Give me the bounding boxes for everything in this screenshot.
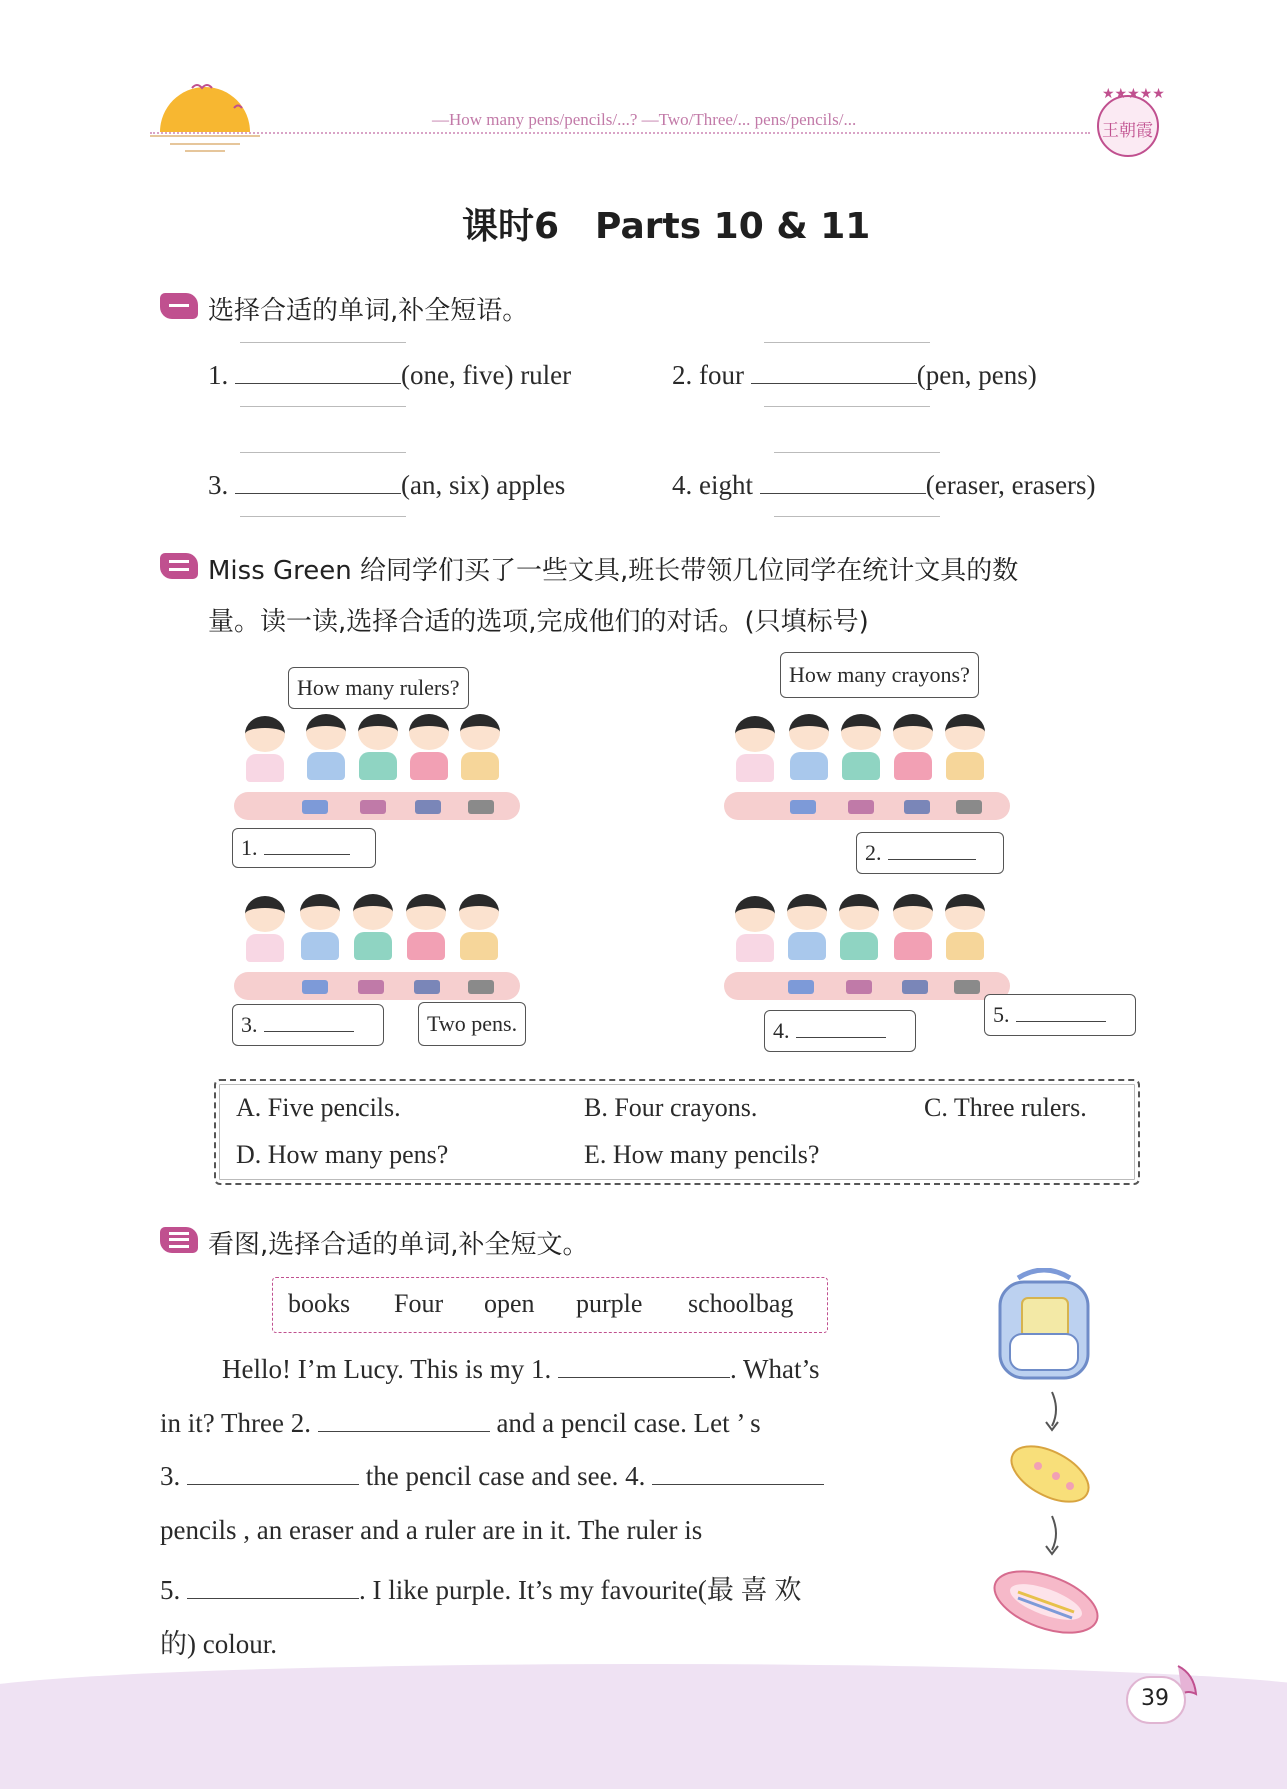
ruler-icon bbox=[302, 800, 328, 814]
pencil-icon bbox=[468, 980, 494, 994]
pencil-case-open-icon bbox=[988, 1554, 1106, 1646]
section-1-badge bbox=[160, 293, 198, 319]
scene-panel-1 bbox=[230, 660, 530, 870]
ruler-icon bbox=[302, 980, 328, 994]
section-2-title-line1: Miss Green 给同学们买了一些文具,班长带领几位同学在统计文具的数 bbox=[208, 556, 1019, 586]
pencil-icon bbox=[954, 980, 980, 994]
option-c: C. Three rulers. bbox=[924, 1093, 1087, 1122]
pen-icon bbox=[414, 980, 440, 994]
phrase-item-2: 2. four (pen, pens) bbox=[672, 360, 1037, 390]
section-3-badge bbox=[160, 1227, 198, 1253]
answer-slot-1[interactable]: 1. bbox=[232, 828, 376, 868]
pen-icon bbox=[902, 980, 928, 994]
header-dotted-line bbox=[150, 132, 1090, 134]
word-bank-item: books bbox=[288, 1289, 351, 1318]
option-d: D. How many pens? bbox=[236, 1140, 449, 1169]
sun-icon bbox=[150, 80, 260, 152]
answer-slot-3[interactable]: 3. bbox=[232, 1004, 384, 1046]
pen-icon bbox=[415, 800, 441, 814]
section-2-badge bbox=[160, 553, 198, 579]
child-figure bbox=[408, 714, 450, 780]
child-figure bbox=[244, 716, 286, 782]
passage-blank-5[interactable] bbox=[187, 1598, 359, 1599]
child-figure bbox=[944, 714, 986, 780]
passage-line-1: Hello! I’m Lucy. This is my 1. . What’s bbox=[222, 1354, 820, 1384]
passage-line-6: 的) colour. bbox=[160, 1629, 277, 1659]
schoolbag-icon bbox=[988, 1268, 1100, 1386]
section-2-title-line2: 量。读一读,选择合适的选项,完成他们的对话。(只填标号) bbox=[208, 607, 869, 637]
phrase-item-3: 3. (an, six) apples bbox=[208, 470, 566, 500]
speech-bubble-rulers: How many rulers? bbox=[288, 667, 469, 709]
child-figure bbox=[299, 894, 341, 960]
phrase-item-1: 1. (one, five) ruler bbox=[208, 360, 572, 390]
answer-slot-2[interactable]: 2. bbox=[856, 832, 1004, 874]
speech-bubble-crayons: How many crayons? bbox=[780, 652, 979, 698]
answer-blank-4[interactable] bbox=[760, 493, 926, 494]
pencil-icon bbox=[468, 800, 494, 814]
pen-icon bbox=[904, 800, 930, 814]
arrow-down-icon bbox=[1040, 1390, 1064, 1434]
pencil-case-closed-icon bbox=[1004, 1436, 1096, 1512]
answer-slot-4[interactable]: 4. bbox=[764, 1010, 916, 1052]
passage-blank-2[interactable] bbox=[318, 1431, 490, 1432]
pencil-icon bbox=[956, 800, 982, 814]
child-figure bbox=[734, 896, 776, 962]
word-bank-item: schoolbag bbox=[688, 1289, 794, 1318]
crayon-icon bbox=[360, 800, 386, 814]
child-figure bbox=[305, 714, 347, 780]
section-3-title: 看图,选择合适的单词,补全短文。 bbox=[208, 1230, 589, 1260]
ruler-icon bbox=[790, 800, 816, 814]
passage-line-4: pencils , an eraser and a ruler are in it. The ruler is bbox=[160, 1515, 703, 1545]
child-figure bbox=[458, 894, 500, 960]
logo-text: 王朝霞 bbox=[1102, 121, 1153, 141]
option-a: A. Five pencils. bbox=[236, 1093, 401, 1122]
crayon-icon bbox=[848, 800, 874, 814]
passage-line-3: 3. the pencil case and see. 4. bbox=[160, 1461, 824, 1492]
child-figure bbox=[352, 894, 394, 960]
passage-line-2: in it? Three 2. and a pencil case. Let ’ s bbox=[160, 1408, 761, 1438]
word-bank-item: Four bbox=[394, 1289, 444, 1318]
child-figure bbox=[892, 714, 934, 780]
option-e: E. How many pencils? bbox=[584, 1140, 820, 1169]
child-figure bbox=[357, 714, 399, 780]
child-figure bbox=[734, 716, 776, 782]
child-figure bbox=[944, 894, 986, 960]
child-figure bbox=[892, 894, 934, 960]
brand-logo bbox=[1088, 82, 1168, 160]
child-figure bbox=[244, 896, 286, 962]
lesson-title: 课时6 Parts 10 & 11 bbox=[462, 206, 871, 247]
word-bank-item: purple bbox=[576, 1289, 643, 1318]
section-1-title: 选择合适的单词,补全短语。 bbox=[208, 296, 529, 326]
answer-blank-1[interactable] bbox=[235, 383, 401, 384]
ruler-icon bbox=[788, 980, 814, 994]
speech-bubble-pens: Two pens. bbox=[418, 1002, 526, 1046]
scene-panel-3 bbox=[230, 888, 570, 1054]
word-bank-item: open bbox=[484, 1289, 535, 1318]
phrase-item-4: 4. eight (eraser, erasers) bbox=[672, 470, 1096, 500]
footer-band-curve bbox=[0, 1664, 1287, 1724]
passage-blank-3[interactable] bbox=[187, 1484, 359, 1485]
svg-text:★★★★★: ★★★★★ bbox=[1102, 87, 1165, 102]
answer-blank-2[interactable] bbox=[751, 383, 917, 384]
crayon-icon bbox=[846, 980, 872, 994]
option-b: B. Four crayons. bbox=[584, 1093, 758, 1122]
arrow-down-icon bbox=[1040, 1514, 1064, 1558]
child-figure bbox=[788, 714, 830, 780]
scene-panel-2 bbox=[720, 652, 1040, 876]
passage-blank-1[interactable] bbox=[558, 1377, 730, 1378]
child-figure bbox=[840, 714, 882, 780]
scene-panel-4 bbox=[720, 888, 1140, 1054]
answer-blank-3[interactable] bbox=[235, 493, 401, 494]
child-figure bbox=[459, 714, 501, 780]
passage-line-5: 5. . I like purple. It’s my favourite(最 喜 欢 bbox=[160, 1575, 802, 1605]
child-figure bbox=[786, 894, 828, 960]
page-number: 39 bbox=[1141, 1686, 1169, 1711]
passage-blank-4[interactable] bbox=[652, 1484, 824, 1485]
crayon-icon bbox=[358, 980, 384, 994]
child-figure bbox=[838, 894, 880, 960]
child-figure bbox=[405, 894, 447, 960]
answer-slot-5[interactable]: 5. bbox=[984, 994, 1136, 1036]
running-title: —How many pens/pencils/...? —Two/Three/... pens/pencils/... bbox=[432, 110, 857, 129]
